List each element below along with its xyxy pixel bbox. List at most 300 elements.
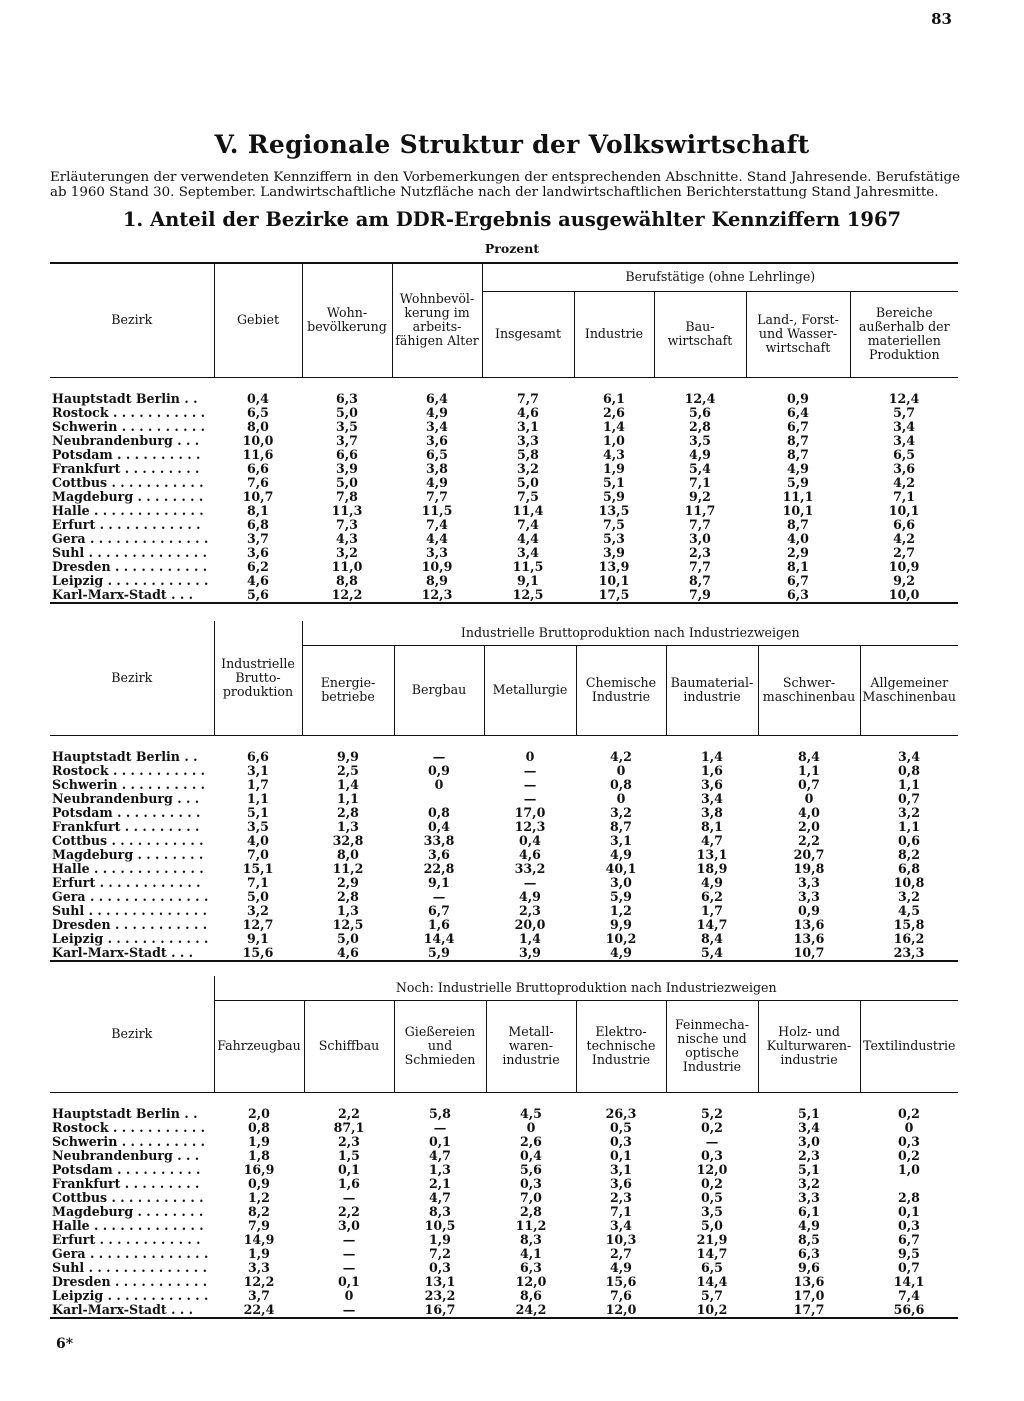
bezirk-name: Magdeburg . . . . . . . .	[52, 847, 204, 862]
cell-value: 3,5	[336, 418, 358, 434]
cell-value: 3,2	[247, 902, 269, 918]
cell-value: 1,9	[248, 1245, 270, 1261]
cell-value: 0,7	[898, 1259, 920, 1275]
table-row	[50, 1205, 958, 1219]
bezirk-name: Neubrandenburg . . .	[52, 1148, 200, 1163]
cell-value: 5,9	[603, 488, 625, 504]
cell-value: 4,0	[247, 832, 269, 848]
cell-value: 2,0	[248, 1105, 270, 1121]
bezirk-name: Halle . . . . . . . . . . . . .	[52, 503, 204, 518]
cell-value: 6,3	[520, 1259, 542, 1275]
cell-value: 3,8	[426, 460, 448, 476]
cell-value: 9,6	[798, 1259, 820, 1275]
cell-value: 1,0	[603, 432, 625, 448]
cell-value: 10,1	[782, 502, 814, 518]
cell-value: 18,9	[696, 860, 728, 876]
table-bruttoproduktion	[50, 621, 958, 962]
cell-value: 0,2	[701, 1175, 723, 1191]
unit-label: Prozent	[484, 241, 540, 256]
cell-value: 1,5	[338, 1147, 360, 1163]
header-col: Baumaterialindustrie	[666, 645, 758, 735]
cell-value: 7,9	[248, 1217, 270, 1233]
bezirk-name: Frankfurt . . . . . . . . .	[52, 1176, 200, 1191]
bezirk-name: Dresden . . . . . . . . . . .	[52, 1274, 208, 1289]
cell-value: 3,6	[893, 460, 915, 476]
cell-value: 10,1	[888, 502, 920, 518]
bezirk-name: Leipzig . . . . . . . . . . . .	[52, 1288, 209, 1303]
bezirk-name: Dresden . . . . . . . . . . .	[52, 917, 208, 932]
cell-value: 3,3	[426, 544, 448, 560]
cell-value: 5,6	[689, 404, 711, 420]
cell-value: 6,5	[701, 1259, 723, 1275]
cell-value: 0,3	[701, 1147, 723, 1163]
cell-value: 3,4	[426, 418, 448, 434]
cell-value: 7,4	[517, 516, 539, 532]
cell-value: 12,3	[514, 818, 546, 834]
cell-value: 40,1	[605, 860, 637, 876]
cell-value: 13,6	[793, 930, 825, 946]
cell-value: 0,4	[428, 818, 450, 834]
bezirk-name: Gera . . . . . . . . . . . . . .	[52, 889, 209, 904]
cell-value: 1,8	[248, 1147, 270, 1163]
bezirk-name: Suhl . . . . . . . . . . . . . .	[52, 545, 207, 560]
cell-value: 6,1	[798, 1203, 820, 1219]
cell-value: 0	[525, 748, 535, 764]
cell-value: 8,3	[520, 1231, 542, 1247]
cell-value: 17,0	[793, 1287, 825, 1303]
bezirk-name: Neubrandenburg . . .	[52, 791, 200, 806]
cell-value: 3,9	[336, 460, 358, 476]
cell-value: 4,0	[798, 804, 820, 820]
cell-value: 7,1	[893, 488, 915, 504]
header-col: Textilindustrie	[860, 1000, 958, 1092]
header-col: Fahrzeugbau	[214, 1000, 304, 1092]
bezirk-name: Schwerin . . . . . . . . . .	[52, 419, 206, 434]
header-col: Metallurgie	[484, 645, 576, 735]
cell-value: 0	[804, 790, 814, 806]
cell-value: 1,9	[429, 1231, 451, 1247]
cell-value: 0,1	[898, 1203, 920, 1219]
cell-value: 0	[434, 776, 444, 792]
cell-value: 2,3	[338, 1133, 360, 1149]
cell-value: 5,7	[701, 1287, 723, 1303]
header-col: Industrielle Bruttoproduktion	[214, 621, 302, 735]
header-col: Bauwirtschaft	[654, 291, 746, 377]
header-col: Insgesamt	[482, 291, 574, 377]
cell-value: 7,4	[426, 516, 448, 532]
cell-value: 12,2	[243, 1273, 275, 1289]
cell-value: 10,2	[666, 1303, 758, 1318]
cell-value: 8,0	[247, 418, 269, 434]
cell-value: 3,0	[610, 874, 632, 890]
cell-value: 9,2	[689, 488, 711, 504]
cell-value: 11,2	[332, 860, 364, 876]
bezirk-name: Cottbus . . . . . . . . . . .	[52, 833, 204, 848]
cell-value: —	[523, 762, 537, 778]
header-bezirk: Bezirk	[50, 263, 214, 377]
cell-value: 6,3	[798, 1245, 820, 1261]
cell-value: 5,1	[798, 1161, 820, 1177]
cell-value: 7,2	[429, 1245, 451, 1261]
cell-value: 13,5	[598, 502, 630, 518]
cell-value: 16,7	[394, 1303, 486, 1318]
cell-value: 0,9	[248, 1175, 270, 1191]
cell-value: 0,8	[248, 1119, 270, 1135]
page-number: 83	[931, 10, 952, 28]
bezirk-name: Rostock . . . . . . . . . . .	[52, 763, 206, 778]
cell-value: 1,4	[701, 748, 723, 764]
cell-value: 1,4	[337, 776, 359, 792]
bezirk-name: Hauptstadt Berlin . .	[52, 1106, 198, 1121]
cell-value: 6,7	[428, 902, 450, 918]
cell-value: 2,1	[429, 1175, 451, 1191]
cell-value: 5,0	[517, 474, 539, 490]
cell-value: 1,9	[603, 460, 625, 476]
cell-value: 5,1	[247, 804, 269, 820]
cell-value: 2,2	[798, 832, 820, 848]
cell-value: 1,1	[898, 818, 920, 834]
cell-value: 12,2	[302, 588, 392, 603]
cell-value: —	[342, 1231, 356, 1247]
cell-value: 2,8	[337, 804, 359, 820]
cell-value: 0,3	[610, 1133, 632, 1149]
cell-value: 4,9	[610, 846, 632, 862]
cell-value: 1,1	[247, 790, 269, 806]
cell-value: 10,8	[893, 874, 925, 890]
cell-value: 5,0	[701, 1217, 723, 1233]
cell-value: 5,7	[893, 404, 915, 420]
cell-value: 6,6	[336, 446, 358, 462]
header-col: Holz- und Kulturwarenindustrie	[758, 1000, 860, 1092]
table-row	[50, 546, 958, 560]
cell-value: 3,0	[689, 530, 711, 546]
table-row	[50, 1121, 958, 1135]
cell-value: 3,1	[517, 418, 539, 434]
cell-value: 12,4	[684, 390, 716, 406]
cell-value: 33,8	[423, 832, 455, 848]
cell-value: 0,1	[429, 1133, 451, 1149]
bezirk-name: Hauptstadt Berlin . .	[52, 749, 198, 764]
table-row	[50, 1275, 958, 1289]
cell-value: 9,9	[610, 916, 632, 932]
cell-value: 20,7	[793, 846, 825, 862]
cell-value: 3,4	[701, 790, 723, 806]
cell-value: 13,9	[598, 558, 630, 574]
cell-value: 3,1	[610, 1161, 632, 1177]
cell-value: 3,1	[610, 832, 632, 848]
cell-value: 8,1	[247, 502, 269, 518]
bezirk-name: Leipzig . . . . . . . . . . . .	[52, 931, 209, 946]
cell-value: 11,2	[515, 1217, 547, 1233]
table-bruttoproduktion-noch	[50, 976, 958, 1319]
cell-value: 8,4	[798, 748, 820, 764]
bezirk-name: Rostock . . . . . . . . . . .	[52, 405, 206, 420]
cell-value: 3,1	[247, 762, 269, 778]
header-col: Energiebetriebe	[302, 645, 394, 735]
header-col: Bereiche außerhalb der materiellen Produktion	[850, 291, 958, 377]
cell-value: 6,5	[247, 404, 269, 420]
cell-value: 10,0	[850, 588, 958, 603]
cell-value: 17,0	[514, 804, 546, 820]
cell-value: 4,4	[517, 530, 539, 546]
cell-value: 1,0	[898, 1161, 920, 1177]
table-row	[50, 834, 958, 848]
cell-value: 12,3	[392, 588, 482, 603]
cell-value: 11,7	[684, 502, 716, 518]
cell-value: 2,8	[689, 418, 711, 434]
header-col: Industrie	[574, 291, 654, 377]
table-row	[50, 750, 958, 764]
cell-value: 1,7	[701, 902, 723, 918]
cell-value: 13,1	[424, 1273, 456, 1289]
cell-value: 1,3	[429, 1161, 451, 1177]
intro-text: Erläuterungen der verwendeten Kennziffern in den Vorbemerkungen der entsprechenden Abschnitte. Stand Jahresende. Berufstätige ab 1960 Stand 30. September. Landwirtschaftliche Nutzfläche nach der landwirtschaftlichen Berichterstattung Stand Jahresmitte.	[50, 170, 960, 200]
cell-value: 3,6	[610, 1175, 632, 1191]
cell-value: 0,7	[898, 790, 920, 806]
cell-value: 3,4	[610, 1217, 632, 1233]
cell-value: 9,9	[337, 748, 359, 764]
table-row	[50, 1177, 958, 1191]
cell-value: 3,2	[610, 804, 632, 820]
cell-value: 2,7	[610, 1245, 632, 1261]
table-row	[50, 462, 958, 476]
table-row	[50, 1261, 958, 1275]
cell-value: 22,8	[423, 860, 455, 876]
cell-value: 87,1	[333, 1119, 365, 1135]
cell-value: 15,6	[214, 946, 302, 961]
cell-value: 4,1	[520, 1245, 542, 1261]
cell-value: 4,9	[689, 446, 711, 462]
cell-value: 11,5	[512, 558, 544, 574]
cell-value: 0	[344, 1287, 354, 1303]
table-berufstaetige	[50, 262, 958, 604]
table-row	[50, 820, 958, 834]
cell-value: 4,6	[519, 846, 541, 862]
cell-value: 3,3	[248, 1259, 270, 1275]
bezirk-name: Magdeburg . . . . . . . .	[52, 1204, 204, 1219]
cell-value: 3,9	[603, 544, 625, 560]
cell-value: 10,3	[605, 1231, 637, 1247]
cell-value: 12,7	[242, 916, 274, 932]
bezirk-name: Erfurt . . . . . . . . . . . .	[52, 875, 201, 890]
cell-value: 12,5	[332, 916, 364, 932]
bezirk-name: Potsdam . . . . . . . . . .	[52, 805, 201, 820]
cell-value: 11,4	[512, 502, 544, 518]
table-row	[50, 946, 958, 961]
cell-value: 7,4	[898, 1287, 920, 1303]
cell-value: 7,1	[689, 474, 711, 490]
cell-value: 1,4	[519, 930, 541, 946]
cell-value: 3,9	[484, 946, 576, 961]
cell-value: 4,9	[519, 888, 541, 904]
cell-value: 0,2	[898, 1147, 920, 1163]
cell-value: 4,4	[426, 530, 448, 546]
cell-value: 6,3	[336, 390, 358, 406]
cell-value: 6,4	[787, 404, 809, 420]
cell-value: 7,7	[689, 558, 711, 574]
cell-value: 3,6	[426, 432, 448, 448]
table-body	[50, 735, 958, 961]
cell-value: 0,1	[338, 1161, 360, 1177]
cell-value: 3,3	[517, 432, 539, 448]
cell-value: 3,7	[336, 432, 358, 448]
table-row	[50, 1191, 958, 1205]
header-bezirk: Bezirk	[50, 976, 214, 1092]
cell-value: 0,5	[701, 1189, 723, 1205]
header-col: Metallwarenindustrie	[486, 1000, 576, 1092]
cell-value: 5,0	[247, 888, 269, 904]
table-row	[50, 806, 958, 820]
cell-value: 19,8	[793, 860, 825, 876]
cell-value: 0,1	[338, 1273, 360, 1289]
cell-value: 3,0	[338, 1217, 360, 1233]
chapter-title: V. Regionale Struktur der Volkswirtschaft	[214, 130, 810, 159]
table-row	[50, 434, 958, 448]
table-row	[50, 560, 958, 574]
table-row	[50, 932, 958, 946]
table-row	[50, 792, 958, 806]
cell-value: 5,0	[336, 474, 358, 490]
table-row	[50, 876, 958, 890]
cell-value: 2,5	[337, 762, 359, 778]
cell-value: 6,8	[898, 860, 920, 876]
cell-value: 10,2	[605, 930, 637, 946]
cell-value: 3,4	[898, 748, 920, 764]
cell-value	[394, 792, 484, 806]
cell-value: 2,9	[337, 874, 359, 890]
header-col: Wohnbevölkerung	[302, 263, 392, 377]
cell-value: 1,7	[247, 776, 269, 792]
table-row	[50, 1149, 958, 1163]
cell-value: 11,0	[331, 558, 363, 574]
cell-value: 10,9	[421, 558, 453, 574]
bezirk-name: Frankfurt . . . . . . . . .	[52, 461, 200, 476]
cell-value: 7,7	[517, 390, 539, 406]
cell-value: 2,8	[898, 1189, 920, 1205]
cell-value: 1,6	[338, 1175, 360, 1191]
table-row	[50, 1289, 958, 1303]
cell-value: 0	[526, 1119, 536, 1135]
cell-value: —	[342, 1259, 356, 1275]
cell-value: 8,8	[336, 572, 358, 588]
table-row	[50, 1247, 958, 1261]
cell-value: 9,1	[428, 874, 450, 890]
cell-value: 3,4	[893, 432, 915, 448]
bezirk-name: Cottbus . . . . . . . . . . .	[52, 1190, 204, 1205]
cell-value: 9,5	[898, 1245, 920, 1261]
table-row	[50, 764, 958, 778]
cell-value: 21,9	[696, 1231, 728, 1247]
cell-value: 17,7	[758, 1303, 860, 1318]
cell-value: 3,8	[701, 804, 723, 820]
cell-value: 14,9	[243, 1231, 275, 1247]
bezirk-name: Karl-Marx-Stadt . . .	[50, 1303, 214, 1318]
cell-value: 1,3	[337, 818, 359, 834]
cell-value: 7,7	[426, 488, 448, 504]
cell-value: 4,3	[603, 446, 625, 462]
cell-value: 1,1	[798, 762, 820, 778]
cell-value: 1,6	[428, 916, 450, 932]
cell-value: —	[432, 748, 446, 764]
cell-value: 3,6	[247, 544, 269, 560]
cell-value: 0,8	[898, 762, 920, 778]
cell-value: 2,8	[337, 888, 359, 904]
bezirk-name: Erfurt . . . . . . . . . . . .	[52, 1232, 201, 1247]
cell-value: 1,2	[610, 902, 632, 918]
cell-value: 56,6	[860, 1303, 958, 1318]
cell-value: 1,6	[701, 762, 723, 778]
cell-value: 17,5	[574, 588, 654, 603]
cell-value: 5,9	[610, 888, 632, 904]
cell-value: 11,3	[331, 502, 363, 518]
bezirk-name: Halle . . . . . . . . . . . . .	[52, 1218, 204, 1233]
table-row	[50, 1163, 958, 1177]
cell-value: 4,9	[426, 474, 448, 490]
table-row	[50, 904, 958, 918]
cell-value: 5,0	[337, 930, 359, 946]
cell-value: 4,6	[247, 572, 269, 588]
cell-value: 5,8	[429, 1105, 451, 1121]
cell-value: —	[523, 776, 537, 792]
cell-value: 1,9	[248, 1133, 270, 1149]
cell-value: 4,5	[520, 1105, 542, 1121]
cell-value: 4,6	[517, 404, 539, 420]
cell-value: 2,6	[603, 404, 625, 420]
cell-value: 12,0	[576, 1303, 666, 1318]
cell-value: 7,7	[689, 516, 711, 532]
cell-value: 4,9	[798, 1217, 820, 1233]
header-col: Schwermaschinenbau	[758, 645, 860, 735]
bezirk-name: Rostock . . . . . . . . . . .	[52, 1120, 206, 1135]
cell-value: 0,4	[520, 1147, 542, 1163]
cell-value: 8,7	[689, 572, 711, 588]
cell-value: 6,2	[701, 888, 723, 904]
bezirk-name: Gera . . . . . . . . . . . . . .	[52, 531, 209, 546]
bezirk-name: Potsdam . . . . . . . . . .	[52, 1162, 201, 1177]
group-header: Noch: Industrielle Bruttoproduktion nach Industriezweigen	[214, 976, 958, 1000]
cell-value: 0,4	[247, 390, 269, 406]
cell-value: 5,0	[336, 404, 358, 420]
cell-value: 0,1	[610, 1147, 632, 1163]
cell-value: 23,2	[424, 1287, 456, 1303]
cell-value: 6,7	[898, 1231, 920, 1247]
cell-value: 33,2	[514, 860, 546, 876]
bezirk-name: Karl-Marx-Stadt . . .	[50, 946, 214, 961]
table-row	[50, 862, 958, 876]
cell-value: 3,3	[798, 874, 820, 890]
table-row	[50, 532, 958, 546]
cell-value: 7,1	[247, 874, 269, 890]
table-body	[50, 1092, 958, 1318]
header-col: Bergbau	[394, 645, 484, 735]
bezirk-name: Cottbus . . . . . . . . . . .	[52, 475, 204, 490]
cell-value: 3,5	[247, 818, 269, 834]
cell-value: 10,7	[242, 488, 274, 504]
cell-value: 5,4	[689, 460, 711, 476]
bezirk-name: Suhl . . . . . . . . . . . . . .	[52, 903, 207, 918]
table-row	[50, 574, 958, 588]
cell-value: 2,6	[520, 1133, 542, 1149]
cell-value: 10,7	[758, 946, 860, 961]
bezirk-name: Leipzig . . . . . . . . . . . .	[52, 573, 209, 588]
cell-value: 13,6	[793, 1273, 825, 1289]
cell-value: 3,2	[336, 544, 358, 560]
cell-value: 2,0	[798, 818, 820, 834]
bezirk-name: Magdeburg . . . . . . . .	[52, 489, 204, 504]
bezirk-name: Hauptstadt Berlin . .	[52, 391, 198, 406]
bezirk-name: Dresden . . . . . . . . . . .	[52, 559, 208, 574]
cell-value: 23,3	[860, 946, 958, 961]
